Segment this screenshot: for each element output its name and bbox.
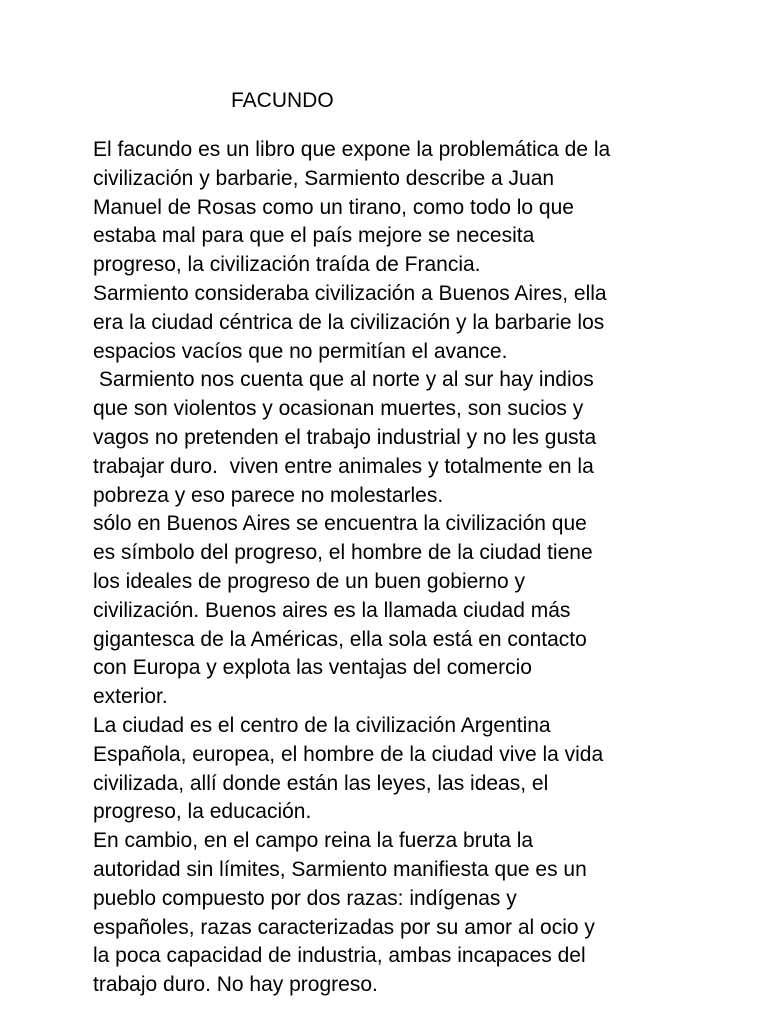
body-line: pueblo compuesto por dos razas: indígenas y	[93, 886, 517, 910]
body-line: exterior.	[93, 685, 168, 709]
body-line: era la ciudad céntrica de la civilización y la barbarie los	[93, 310, 605, 334]
body-line: En cambio, en el campo reina la fuerza bruta la	[93, 829, 534, 853]
body-line: autoridad sin límites, Sarmiento manifiesta que es un	[93, 857, 587, 881]
body-line: civilización y barbarie, Sarmiento describe a Juan	[93, 166, 555, 190]
body-line: progreso, la educación.	[93, 800, 312, 824]
body-line: gigantesca de la Américas, ella sola está en contacto	[93, 627, 587, 651]
body-line: con Europa y explota las ventajas del comercio	[93, 656, 532, 680]
body-line: vagos no pretenden el trabajo industrial y no les gusta	[93, 425, 597, 449]
body-line: sólo en Buenos Aires se encuentra la civilización que	[93, 512, 587, 536]
body-line: El facundo es un libro que expone la problemática de la	[93, 138, 611, 161]
document-title: FACUNDO	[231, 89, 334, 112]
body-line: Española, europea, el hombre de la ciudad vive la vida	[93, 742, 604, 766]
body-line: espacios vacíos que no permitían el avance.	[93, 339, 508, 363]
body-line: pobreza y eso parece no molestarles.	[93, 483, 444, 507]
body-line: trabajo duro. No hay progreso.	[93, 973, 378, 997]
document-body	[93, 136, 693, 1000]
body-line: civilizada, allí donde están las leyes, las ideas, el	[93, 771, 549, 795]
body-line: trabajar duro. viven entre animales y totalmente en la	[93, 454, 594, 478]
body-line: los ideales de progreso de un buen gobierno y	[93, 569, 525, 593]
body-line: progreso, la civilización traída de Francia.	[93, 253, 481, 277]
body-line: La ciudad es el centro de la civilización Argentina	[93, 713, 551, 737]
body-line: Sarmiento consideraba civilización a Buenos Aires, ella	[93, 281, 607, 305]
body-line: es símbolo del progreso, el hombre de la ciudad tiene	[93, 541, 593, 565]
body-line: Manuel de Rosas como un tirano, como todo lo que	[93, 195, 574, 219]
body-line: Sarmiento nos cuenta que al norte y al sur hay indios	[93, 368, 594, 392]
body-line: civilización. Buenos aires es la llamada ciudad más	[93, 598, 571, 622]
body-line: que son violentos y ocasionan muertes, son sucios y	[93, 397, 584, 421]
body-line: españoles, razas caracterizadas por su amor al ocio y	[93, 915, 595, 939]
body-line: estaba mal para que el país mejore se necesita	[93, 224, 535, 248]
body-line: la poca capacidad de industria, ambas incapaces del	[93, 944, 586, 968]
